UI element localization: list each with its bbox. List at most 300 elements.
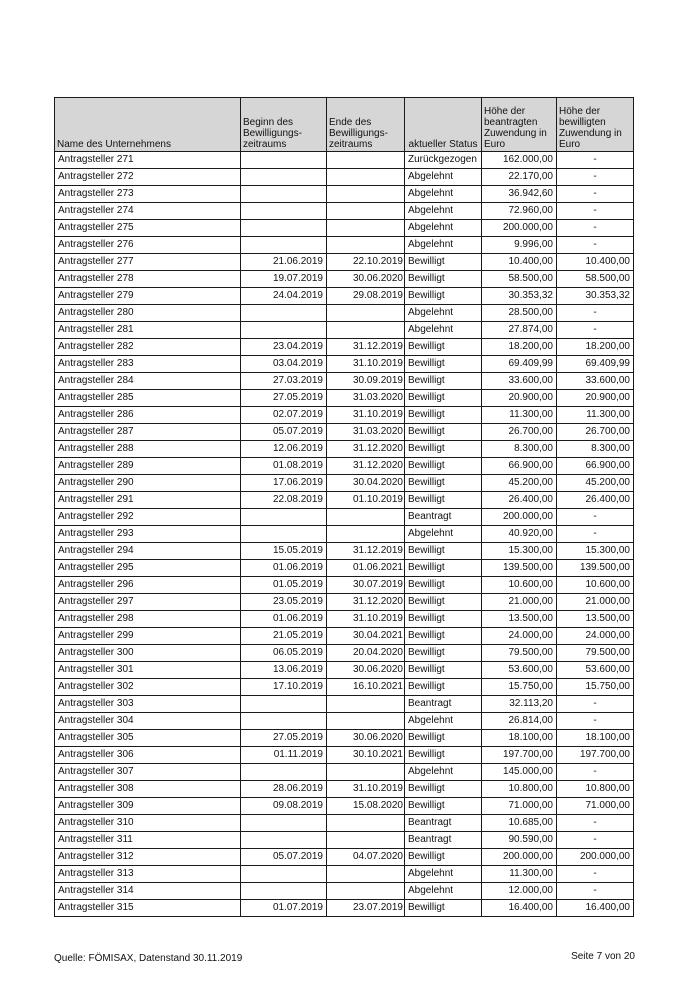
cell-requested-amount: 24.000,00 xyxy=(482,628,557,645)
cell-status: Bewilligt xyxy=(405,339,482,356)
table-row xyxy=(55,764,634,781)
cell-period-begin: 01.06.2019 xyxy=(241,560,327,577)
cell-period-end: 31.03.2020 xyxy=(327,390,405,407)
cell-status: Bewilligt xyxy=(405,492,482,509)
cell-company-name: Antragsteller 278 xyxy=(55,271,241,288)
cell-requested-amount: 139.500,00 xyxy=(482,560,557,577)
cell-period-end xyxy=(327,866,405,883)
cell-company-name: Antragsteller 311 xyxy=(55,832,241,849)
cell-period-end xyxy=(327,764,405,781)
cell-granted-amount: 11.300,00 xyxy=(557,407,634,424)
cell-company-name: Antragsteller 308 xyxy=(55,781,241,798)
cell-company-name: Antragsteller 309 xyxy=(55,798,241,815)
cell-requested-amount: 27.874,00 xyxy=(482,322,557,339)
cell-period-end: 31.12.2020 xyxy=(327,441,405,458)
cell-status: Abgelehnt xyxy=(405,186,482,203)
cell-status: Bewilligt xyxy=(405,475,482,492)
cell-period-begin: 06.05.2019 xyxy=(241,645,327,662)
table-row xyxy=(55,798,634,815)
cell-requested-amount: 10.800,00 xyxy=(482,781,557,798)
cell-period-begin: 01.08.2019 xyxy=(241,458,327,475)
table-row xyxy=(55,526,634,543)
cell-period-end: 30.06.2020 xyxy=(327,271,405,288)
cell-period-begin: 17.06.2019 xyxy=(241,475,327,492)
cell-requested-amount: 18.100,00 xyxy=(482,730,557,747)
cell-period-end xyxy=(327,305,405,322)
table-row xyxy=(55,611,634,628)
cell-company-name: Antragsteller 303 xyxy=(55,696,241,713)
cell-company-name: Antragsteller 298 xyxy=(55,611,241,628)
cell-granted-amount: - xyxy=(557,186,634,203)
cell-requested-amount: 30.353,32 xyxy=(482,288,557,305)
cell-period-end: 31.12.2020 xyxy=(327,458,405,475)
cell-status: Bewilligt xyxy=(405,424,482,441)
cell-status: Abgelehnt xyxy=(405,220,482,237)
cell-requested-amount: 53.600,00 xyxy=(482,662,557,679)
cell-requested-amount: 69.409,99 xyxy=(482,356,557,373)
cell-period-end: 31.10.2019 xyxy=(327,611,405,628)
cell-company-name: Antragsteller 296 xyxy=(55,577,241,594)
table-row xyxy=(55,373,634,390)
cell-period-end xyxy=(327,526,405,543)
cell-status: Beantragt xyxy=(405,815,482,832)
cell-company-name: Antragsteller 302 xyxy=(55,679,241,696)
cell-period-begin xyxy=(241,696,327,713)
cell-status: Zurückgezogen xyxy=(405,152,482,169)
table-row xyxy=(55,577,634,594)
cell-company-name: Antragsteller 301 xyxy=(55,662,241,679)
cell-requested-amount: 90.590,00 xyxy=(482,832,557,849)
cell-status: Abgelehnt xyxy=(405,883,482,900)
cell-requested-amount: 8.300,00 xyxy=(482,441,557,458)
table-row xyxy=(55,407,634,424)
cell-period-end: 31.12.2019 xyxy=(327,339,405,356)
cell-period-end xyxy=(327,203,405,220)
cell-company-name: Antragsteller 283 xyxy=(55,356,241,373)
cell-granted-amount: 16.400,00 xyxy=(557,900,634,917)
cell-status: Bewilligt xyxy=(405,679,482,696)
cell-granted-amount: 33.600,00 xyxy=(557,373,634,390)
table-row xyxy=(55,356,634,373)
cell-period-begin xyxy=(241,509,327,526)
header-company-name: Name des Unternehmens xyxy=(55,98,241,152)
cell-granted-amount: 15.750,00 xyxy=(557,679,634,696)
cell-requested-amount: 200.000,00 xyxy=(482,509,557,526)
table-row xyxy=(55,220,634,237)
cell-requested-amount: 12.000,00 xyxy=(482,883,557,900)
cell-period-begin: 01.06.2019 xyxy=(241,611,327,628)
cell-period-end: 29.08.2019 xyxy=(327,288,405,305)
cell-company-name: Antragsteller 287 xyxy=(55,424,241,441)
cell-period-begin xyxy=(241,526,327,543)
cell-requested-amount: 11.300,00 xyxy=(482,866,557,883)
table-row xyxy=(55,169,634,186)
cell-period-begin: 13.06.2019 xyxy=(241,662,327,679)
cell-requested-amount: 21.000,00 xyxy=(482,594,557,611)
cell-company-name: Antragsteller 294 xyxy=(55,543,241,560)
header-status: aktueller Status xyxy=(405,98,482,152)
cell-requested-amount: 26.814,00 xyxy=(482,713,557,730)
cell-period-end xyxy=(327,815,405,832)
header-granted-amount: Höhe der bewilligten Zuwendung in Euro xyxy=(557,98,634,152)
cell-status: Bewilligt xyxy=(405,458,482,475)
cell-company-name: Antragsteller 284 xyxy=(55,373,241,390)
table-row xyxy=(55,866,634,883)
table-row xyxy=(55,900,634,917)
cell-company-name: Antragsteller 282 xyxy=(55,339,241,356)
cell-granted-amount: - xyxy=(557,322,634,339)
cell-requested-amount: 145.000,00 xyxy=(482,764,557,781)
cell-period-begin: 27.05.2019 xyxy=(241,390,327,407)
cell-period-begin: 17.10.2019 xyxy=(241,679,327,696)
cell-granted-amount: 66.900,00 xyxy=(557,458,634,475)
cell-period-end xyxy=(327,169,405,186)
cell-requested-amount: 15.750,00 xyxy=(482,679,557,696)
cell-status: Bewilligt xyxy=(405,441,482,458)
cell-company-name: Antragsteller 286 xyxy=(55,407,241,424)
cell-granted-amount: 20.900,00 xyxy=(557,390,634,407)
table-row xyxy=(55,458,634,475)
cell-status: Bewilligt xyxy=(405,543,482,560)
cell-company-name: Antragsteller 281 xyxy=(55,322,241,339)
cell-period-end: 31.03.2020 xyxy=(327,424,405,441)
cell-granted-amount: 200.000,00 xyxy=(557,849,634,866)
cell-status: Abgelehnt xyxy=(405,526,482,543)
cell-requested-amount: 10.685,00 xyxy=(482,815,557,832)
cell-period-begin xyxy=(241,764,327,781)
cell-company-name: Antragsteller 307 xyxy=(55,764,241,781)
cell-period-begin xyxy=(241,883,327,900)
cell-granted-amount: 21.000,00 xyxy=(557,594,634,611)
cell-requested-amount: 13.500,00 xyxy=(482,611,557,628)
cell-company-name: Antragsteller 291 xyxy=(55,492,241,509)
cell-granted-amount: 10.800,00 xyxy=(557,781,634,798)
cell-period-end xyxy=(327,883,405,900)
cell-period-end: 30.04.2020 xyxy=(327,475,405,492)
cell-period-begin: 01.11.2019 xyxy=(241,747,327,764)
cell-status: Bewilligt xyxy=(405,611,482,628)
cell-period-begin xyxy=(241,815,327,832)
cell-requested-amount: 162.000,00 xyxy=(482,152,557,169)
cell-requested-amount: 26.400,00 xyxy=(482,492,557,509)
table-row xyxy=(55,883,634,900)
cell-requested-amount: 72.960,00 xyxy=(482,203,557,220)
funding-table xyxy=(54,97,634,917)
cell-granted-amount: - xyxy=(557,203,634,220)
table-row xyxy=(55,679,634,696)
cell-company-name: Antragsteller 280 xyxy=(55,305,241,322)
cell-period-end xyxy=(327,220,405,237)
cell-status: Bewilligt xyxy=(405,594,482,611)
cell-granted-amount: - xyxy=(557,220,634,237)
cell-status: Bewilligt xyxy=(405,781,482,798)
header-requested-amount: Höhe der beantragten Zuwendung in Euro xyxy=(482,98,557,152)
cell-period-end: 01.10.2019 xyxy=(327,492,405,509)
cell-company-name: Antragsteller 312 xyxy=(55,849,241,866)
table-row xyxy=(55,305,634,322)
cell-requested-amount: 10.400,00 xyxy=(482,254,557,271)
cell-status: Abgelehnt xyxy=(405,322,482,339)
table-row xyxy=(55,322,634,339)
table-row xyxy=(55,237,634,254)
cell-period-end: 31.12.2020 xyxy=(327,594,405,611)
cell-granted-amount: 18.200,00 xyxy=(557,339,634,356)
cell-period-end: 30.06.2020 xyxy=(327,662,405,679)
cell-status: Bewilligt xyxy=(405,390,482,407)
cell-company-name: Antragsteller 300 xyxy=(55,645,241,662)
table-row xyxy=(55,441,634,458)
cell-granted-amount: 69.409,99 xyxy=(557,356,634,373)
cell-granted-amount: 24.000,00 xyxy=(557,628,634,645)
cell-granted-amount: 10.600,00 xyxy=(557,577,634,594)
cell-granted-amount: - xyxy=(557,866,634,883)
table-row xyxy=(55,832,634,849)
cell-period-begin: 05.07.2019 xyxy=(241,424,327,441)
table-row xyxy=(55,747,634,764)
cell-period-begin: 19.07.2019 xyxy=(241,271,327,288)
cell-granted-amount: - xyxy=(557,169,634,186)
cell-period-begin xyxy=(241,220,327,237)
cell-status: Bewilligt xyxy=(405,356,482,373)
table-row xyxy=(55,628,634,645)
cell-status: Bewilligt xyxy=(405,288,482,305)
table-row xyxy=(55,186,634,203)
cell-period-begin: 12.06.2019 xyxy=(241,441,327,458)
cell-requested-amount: 200.000,00 xyxy=(482,220,557,237)
cell-company-name: Antragsteller 295 xyxy=(55,560,241,577)
cell-company-name: Antragsteller 305 xyxy=(55,730,241,747)
cell-period-begin xyxy=(241,186,327,203)
cell-granted-amount: - xyxy=(557,815,634,832)
cell-requested-amount: 197.700,00 xyxy=(482,747,557,764)
cell-granted-amount: 26.400,00 xyxy=(557,492,634,509)
cell-company-name: Antragsteller 306 xyxy=(55,747,241,764)
cell-period-begin xyxy=(241,713,327,730)
table-row xyxy=(55,781,634,798)
cell-period-end: 30.04.2021 xyxy=(327,628,405,645)
cell-granted-amount: 71.000,00 xyxy=(557,798,634,815)
cell-status: Bewilligt xyxy=(405,730,482,747)
table-row xyxy=(55,254,634,271)
table-row xyxy=(55,339,634,356)
cell-period-end: 01.06.2021 xyxy=(327,560,405,577)
cell-granted-amount: 139.500,00 xyxy=(557,560,634,577)
cell-status: Abgelehnt xyxy=(405,305,482,322)
cell-status: Bewilligt xyxy=(405,662,482,679)
cell-granted-amount: - xyxy=(557,237,634,254)
cell-period-begin xyxy=(241,203,327,220)
cell-period-end xyxy=(327,832,405,849)
cell-requested-amount: 11.300,00 xyxy=(482,407,557,424)
cell-status: Bewilligt xyxy=(405,628,482,645)
cell-requested-amount: 45.200,00 xyxy=(482,475,557,492)
cell-period-begin xyxy=(241,169,327,186)
cell-status: Abgelehnt xyxy=(405,203,482,220)
cell-company-name: Antragsteller 272 xyxy=(55,169,241,186)
cell-company-name: Antragsteller 285 xyxy=(55,390,241,407)
cell-requested-amount: 36.942,60 xyxy=(482,186,557,203)
table-row xyxy=(55,594,634,611)
cell-granted-amount: - xyxy=(557,713,634,730)
cell-company-name: Antragsteller 277 xyxy=(55,254,241,271)
cell-requested-amount: 18.200,00 xyxy=(482,339,557,356)
cell-period-begin: 03.04.2019 xyxy=(241,356,327,373)
cell-period-begin: 24.04.2019 xyxy=(241,288,327,305)
cell-period-begin: 21.05.2019 xyxy=(241,628,327,645)
cell-status: Bewilligt xyxy=(405,577,482,594)
cell-granted-amount: - xyxy=(557,152,634,169)
cell-company-name: Antragsteller 271 xyxy=(55,152,241,169)
cell-granted-amount: 79.500,00 xyxy=(557,645,634,662)
cell-period-begin: 02.07.2019 xyxy=(241,407,327,424)
table-row xyxy=(55,849,634,866)
cell-requested-amount: 20.900,00 xyxy=(482,390,557,407)
cell-granted-amount: 58.500,00 xyxy=(557,271,634,288)
cell-company-name: Antragsteller 304 xyxy=(55,713,241,730)
cell-period-end: 31.12.2019 xyxy=(327,543,405,560)
cell-company-name: Antragsteller 299 xyxy=(55,628,241,645)
table-row xyxy=(55,730,634,747)
cell-granted-amount: - xyxy=(557,832,634,849)
cell-period-begin xyxy=(241,237,327,254)
cell-requested-amount: 9.996,00 xyxy=(482,237,557,254)
cell-requested-amount: 28.500,00 xyxy=(482,305,557,322)
table-row xyxy=(55,815,634,832)
cell-period-begin: 15.05.2019 xyxy=(241,543,327,560)
cell-granted-amount: 8.300,00 xyxy=(557,441,634,458)
cell-company-name: Antragsteller 310 xyxy=(55,815,241,832)
cell-period-end xyxy=(327,186,405,203)
cell-period-begin: 27.05.2019 xyxy=(241,730,327,747)
table-row xyxy=(55,288,634,305)
cell-period-begin: 09.08.2019 xyxy=(241,798,327,815)
cell-status: Bewilligt xyxy=(405,271,482,288)
cell-granted-amount: 197.700,00 xyxy=(557,747,634,764)
table-row xyxy=(55,271,634,288)
cell-period-end: 22.10.2019 xyxy=(327,254,405,271)
cell-period-end: 30.06.2020 xyxy=(327,730,405,747)
cell-period-end xyxy=(327,237,405,254)
cell-period-begin: 05.07.2019 xyxy=(241,849,327,866)
cell-status: Bewilligt xyxy=(405,560,482,577)
cell-status: Abgelehnt xyxy=(405,169,482,186)
cell-status: Bewilligt xyxy=(405,407,482,424)
cell-status: Abgelehnt xyxy=(405,866,482,883)
cell-status: Bewilligt xyxy=(405,900,482,917)
table-row xyxy=(55,662,634,679)
cell-period-end xyxy=(327,152,405,169)
cell-granted-amount: - xyxy=(557,764,634,781)
table-row xyxy=(55,645,634,662)
footer-source: Quelle: FÖMISAX, Datenstand 30.11.2019 xyxy=(54,953,243,964)
cell-period-begin xyxy=(241,322,327,339)
cell-status: Beantragt xyxy=(405,696,482,713)
cell-company-name: Antragsteller 314 xyxy=(55,883,241,900)
table-row xyxy=(55,560,634,577)
cell-period-end: 31.10.2019 xyxy=(327,407,405,424)
cell-company-name: Antragsteller 288 xyxy=(55,441,241,458)
cell-granted-amount: 45.200,00 xyxy=(557,475,634,492)
table-header-row xyxy=(55,98,634,152)
cell-company-name: Antragsteller 274 xyxy=(55,203,241,220)
cell-requested-amount: 71.000,00 xyxy=(482,798,557,815)
header-period-begin: Beginn des Bewilligungs-zeitraums xyxy=(241,98,327,152)
table-row xyxy=(55,203,634,220)
cell-period-begin xyxy=(241,866,327,883)
cell-status: Bewilligt xyxy=(405,373,482,390)
cell-period-begin: 01.05.2019 xyxy=(241,577,327,594)
cell-granted-amount: - xyxy=(557,526,634,543)
footer-page-number: Seite 7 von 20 xyxy=(571,951,635,962)
cell-requested-amount: 58.500,00 xyxy=(482,271,557,288)
table-row xyxy=(55,475,634,492)
cell-granted-amount: 26.700,00 xyxy=(557,424,634,441)
cell-period-end: 15.08.2020 xyxy=(327,798,405,815)
cell-granted-amount: 15.300,00 xyxy=(557,543,634,560)
table-row xyxy=(55,509,634,526)
cell-period-begin: 22.08.2019 xyxy=(241,492,327,509)
cell-period-end: 23.07.2019 xyxy=(327,900,405,917)
cell-period-begin: 28.06.2019 xyxy=(241,781,327,798)
cell-period-begin: 21.06.2019 xyxy=(241,254,327,271)
cell-granted-amount: - xyxy=(557,509,634,526)
cell-period-end xyxy=(327,509,405,526)
cell-company-name: Antragsteller 292 xyxy=(55,509,241,526)
cell-company-name: Antragsteller 290 xyxy=(55,475,241,492)
cell-status: Bewilligt xyxy=(405,747,482,764)
cell-granted-amount: 18.100,00 xyxy=(557,730,634,747)
table-row xyxy=(55,424,634,441)
cell-period-end xyxy=(327,713,405,730)
cell-period-end: 30.07.2019 xyxy=(327,577,405,594)
cell-period-end: 31.10.2019 xyxy=(327,356,405,373)
table-row xyxy=(55,696,634,713)
cell-granted-amount: - xyxy=(557,883,634,900)
cell-period-end xyxy=(327,322,405,339)
cell-period-end: 31.10.2019 xyxy=(327,781,405,798)
cell-status: Abgelehnt xyxy=(405,237,482,254)
cell-period-end: 30.09.2019 xyxy=(327,373,405,390)
cell-period-end: 20.04.2020 xyxy=(327,645,405,662)
cell-requested-amount: 22.170,00 xyxy=(482,169,557,186)
cell-company-name: Antragsteller 293 xyxy=(55,526,241,543)
cell-period-begin: 23.04.2019 xyxy=(241,339,327,356)
cell-period-begin: 27.03.2019 xyxy=(241,373,327,390)
cell-company-name: Antragsteller 273 xyxy=(55,186,241,203)
cell-status: Bewilligt xyxy=(405,849,482,866)
cell-requested-amount: 26.700,00 xyxy=(482,424,557,441)
cell-period-begin xyxy=(241,832,327,849)
header-period-end: Ende des Bewilligungs-zeitraums xyxy=(327,98,405,152)
table-row xyxy=(55,492,634,509)
cell-status: Beantragt xyxy=(405,832,482,849)
table-row xyxy=(55,390,634,407)
cell-period-begin: 01.07.2019 xyxy=(241,900,327,917)
cell-company-name: Antragsteller 279 xyxy=(55,288,241,305)
cell-granted-amount: - xyxy=(557,696,634,713)
cell-period-end: 04.07.2020 xyxy=(327,849,405,866)
table-row xyxy=(55,713,634,730)
cell-status: Abgelehnt xyxy=(405,764,482,781)
cell-granted-amount: 53.600,00 xyxy=(557,662,634,679)
cell-company-name: Antragsteller 289 xyxy=(55,458,241,475)
cell-company-name: Antragsteller 313 xyxy=(55,866,241,883)
cell-company-name: Antragsteller 315 xyxy=(55,900,241,917)
cell-requested-amount: 40.920,00 xyxy=(482,526,557,543)
cell-status: Bewilligt xyxy=(405,798,482,815)
cell-granted-amount: 30.353,32 xyxy=(557,288,634,305)
cell-period-begin xyxy=(241,305,327,322)
